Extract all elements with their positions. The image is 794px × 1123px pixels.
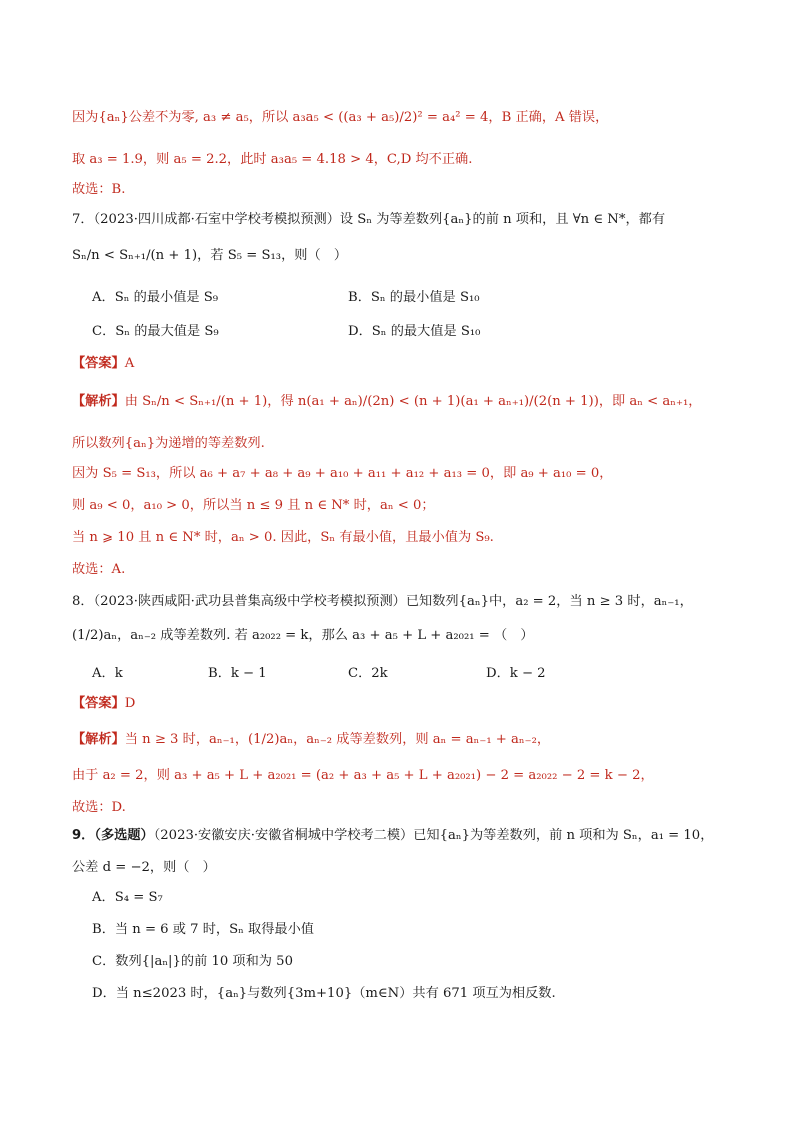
question-8-stem-1: 8．（2023·陕西咸阳·武功县普集高级中学校考模拟预测）已知数列{aₙ}中，a₂ = 2，当 n ≥ 3 时，aₙ₋₁，: [72, 594, 693, 609]
question-7-stem-2: Sₙ/n < Sₙ₊₁/(n + 1)，若 S₅ = S₁₃，则（ ）: [72, 248, 348, 263]
solution-line-1: 因为{aₙ}公差不为零, a₃ ≠ a₅，所以 a₃a₅ < ((a₃ + a₅)/2)² = a₄² = 4，B 正确，A 错误，: [72, 110, 609, 125]
q9-option-d: D．当 n≤2023 时，{aₙ}与数列{3m+10}（m∈N）共有 671 项互为相反数.: [92, 986, 556, 1001]
q8-answer: [72, 694, 135, 714]
solution-conclusion: 故选：B.: [72, 182, 126, 197]
q7-explanation-3: 因为 S₅ = S₁₃，所以 a₆ + a₇ + a₈ + a₉ + a₁₀ + a₁₁ + a₁₂ + a₁₃ = 0，即 a₉ + a₁₀ = 0，: [72, 466, 613, 481]
answer-label: 【答案】: [72, 356, 125, 371]
question-9-stem-1: 9．（多选题）（2023·安徽安庆·安徽省桐城中学校考二模）已知{aₙ}为等差数列，前 n 项和为 Sₙ，a₁ = 10，: [72, 828, 714, 843]
q8-explanation-1: 【解析】当 n ≥ 3 时，aₙ₋₁，(1/2)aₙ，aₙ₋₂ 成等差数列，则 aₙ = aₙ₋₁ + aₙ₋₂，: [72, 732, 551, 747]
q7-option-b: B．Sₙ 的最小值是 S₁₀: [348, 290, 480, 305]
answer-value: D: [124, 696, 136, 711]
explanation-label: 【解析】: [72, 394, 125, 409]
q7-explanation-2: 所以数列{aₙ}为递增的等差数列.: [72, 436, 265, 451]
question-9-stem-2: 公差 d = −2，则（ ）: [72, 860, 216, 875]
q8-option-c: C．2k: [348, 666, 388, 681]
q7-option-d: D．Sₙ 的最大值是 S₁₀: [348, 324, 481, 339]
q7-option-a: A．Sₙ 的最小值是 S₉: [92, 290, 219, 305]
q9-option-c: C．数列{|aₙ|}的前 10 项和为 50: [92, 954, 293, 969]
question-8-stem-2: (1/2)aₙ，aₙ₋₂ 成等差数列. 若 a₂₀₂₂ = k，那么 a₃ + a₅ + L + a₂₀₂₁ = （ ）: [72, 628, 534, 643]
q9-option-b: B．当 n = 6 或 7 时，Sₙ 取得最小值: [92, 922, 314, 937]
q7-answer: [72, 354, 134, 374]
explanation-label: 【解析】: [72, 732, 125, 747]
q7-explanation-1: 【解析】由 Sₙ/n < Sₙ₊₁/(n + 1)，得 n(a₁ + aₙ)/(2n) < (n + 1)(a₁ + aₙ₊₁)/(2(n + 1))，即 aₙ < aₙ₊₁，: [72, 394, 702, 409]
solution-line-2: 取 a₃ = 1.9，则 a₅ = 2.2，此时 a₃a₅ = 4.18 > 4，C,D 均不正确.: [72, 152, 473, 167]
q8-explanation-2: 由于 a₂ = 2，则 a₃ + a₅ + L + a₂₀₂₁ = (a₂ + a₃ + a₅ + L + a₂₀₂₁) − 2 = a₂₀₂₂ − 2 = k − 2，: [72, 768, 654, 783]
q8-option-d: D．k − 2: [486, 666, 546, 681]
q7-conclusion: 故选：A.: [72, 562, 126, 577]
q7-explanation-4: 则 a₉ < 0，a₁₀ > 0，所以当 n ≤ 9 且 n ∈ N* 时，aₙ < 0；: [72, 498, 435, 513]
q8-conclusion: 故选：D.: [72, 800, 126, 815]
q8-option-a: A．k: [92, 666, 123, 681]
multi-choice-tag: 9．（多选题）: [72, 828, 154, 843]
q8-option-b: B．k − 1: [208, 666, 267, 681]
q7-option-c: C．Sₙ 的最大值是 S₉: [92, 324, 219, 339]
question-7-stem-1: 7．（2023·四川成都·石室中学校考模拟预测）设 Sₙ 为等差数列{aₙ}的前 n 项和，且 ∀n ∈ N*，都有: [72, 212, 666, 227]
answer-label: 【答案】: [72, 696, 125, 711]
q9-option-a: A．S₄ = S₇: [92, 890, 163, 905]
answer-value: A: [124, 356, 135, 371]
q7-explanation-5: 当 n ⩾ 10 且 n ∈ N* 时，aₙ > 0. 因此，Sₙ 有最小值，且最小值为 S₉.: [72, 530, 494, 545]
